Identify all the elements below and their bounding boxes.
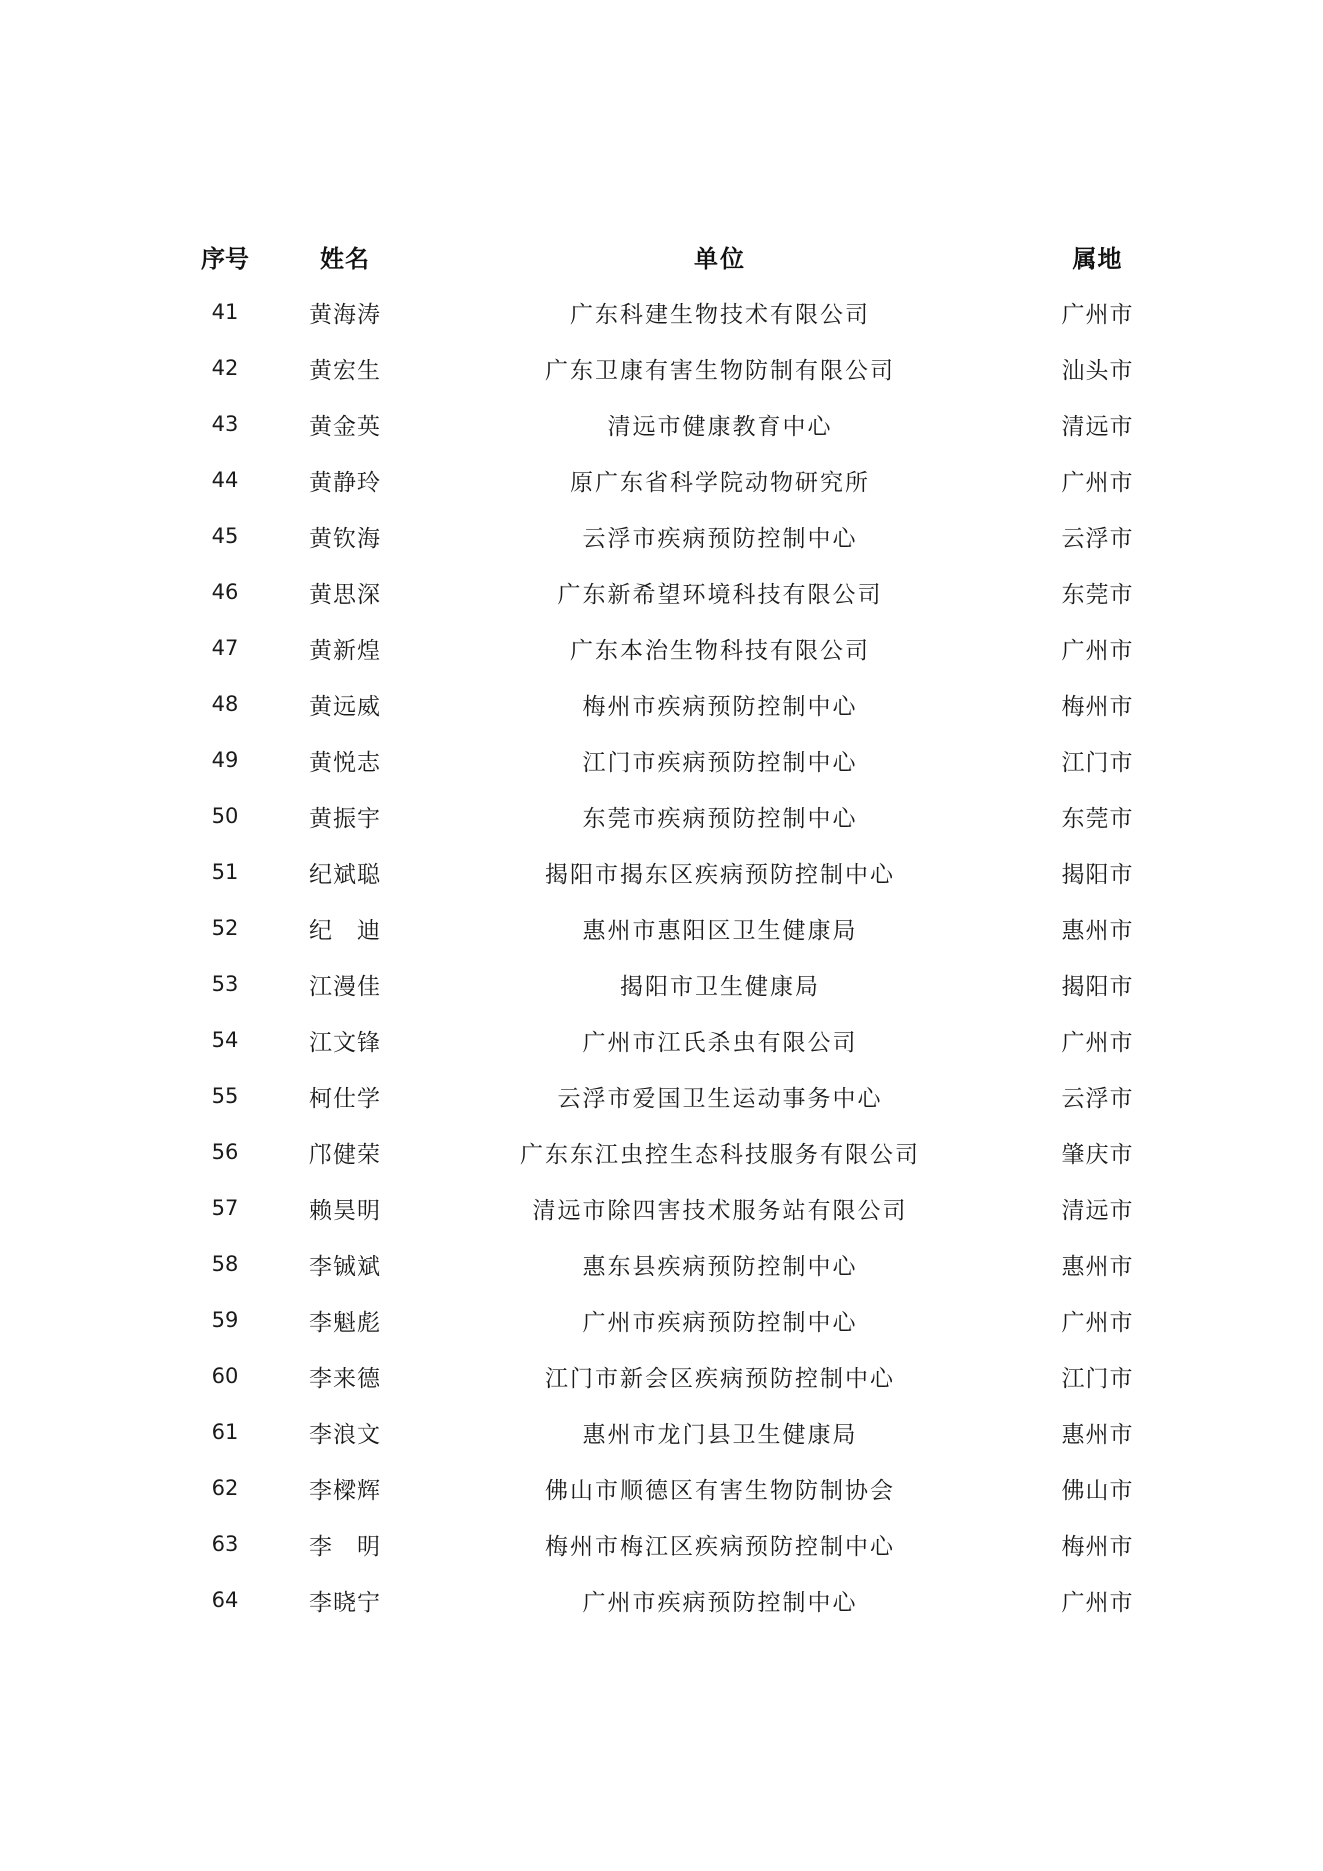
cell-no: 48 xyxy=(211,692,239,716)
cell-no: 42 xyxy=(211,356,239,380)
table-row xyxy=(170,452,1165,508)
cell-name: 黄远威 xyxy=(309,693,381,720)
cell-location: 揭阳市 xyxy=(1061,861,1134,888)
table-row xyxy=(170,900,1165,956)
cell-unit: 惠东县疾病预防控制中心 xyxy=(582,1253,858,1280)
cell-no: 62 xyxy=(211,1476,239,1500)
cell-location: 广州市 xyxy=(1061,637,1134,664)
cell-location: 广州市 xyxy=(1061,301,1134,328)
cell-unit: 广州市江氏杀虫有限公司 xyxy=(582,1029,858,1056)
cell-location: 广州市 xyxy=(1061,469,1134,496)
cell-location: 惠州市 xyxy=(1061,1253,1134,1280)
cell-no: 43 xyxy=(211,412,239,436)
table-body xyxy=(170,284,1165,1628)
cell-name: 邝健荣 xyxy=(309,1141,381,1168)
cell-no: 46 xyxy=(211,580,239,604)
cell-name: 李浪文 xyxy=(309,1421,381,1448)
cell-name: 黄新煌 xyxy=(309,637,381,664)
cell-name: 黄宏生 xyxy=(309,357,381,384)
table-row xyxy=(170,508,1165,564)
cell-no: 58 xyxy=(211,1252,239,1276)
cell-name: 李铖斌 xyxy=(309,1253,381,1280)
cell-location: 揭阳市 xyxy=(1061,973,1134,1000)
table-row xyxy=(170,284,1165,340)
cell-name: 黄金英 xyxy=(309,413,381,440)
header-location: 属地 xyxy=(1072,244,1123,273)
cell-name: 纪斌聪 xyxy=(309,861,381,888)
cell-location: 梅州市 xyxy=(1061,1533,1134,1560)
table-row xyxy=(170,1460,1165,1516)
cell-name: 李来德 xyxy=(309,1365,381,1392)
cell-no: 45 xyxy=(211,524,239,548)
cell-location: 江门市 xyxy=(1061,1365,1134,1392)
cell-no: 41 xyxy=(211,300,239,324)
cell-location: 东莞市 xyxy=(1061,805,1134,832)
table-row xyxy=(170,732,1165,788)
cell-no: 56 xyxy=(211,1140,239,1164)
cell-no: 53 xyxy=(211,972,239,996)
table-row xyxy=(170,1516,1165,1572)
table-row xyxy=(170,396,1165,452)
cell-location: 惠州市 xyxy=(1061,917,1134,944)
cell-no: 64 xyxy=(211,1588,239,1612)
cell-name: 黄钦海 xyxy=(309,525,381,552)
cell-unit: 梅州市梅江区疾病预防控制中心 xyxy=(545,1533,895,1560)
cell-unit: 江门市新会区疾病预防控制中心 xyxy=(545,1365,895,1392)
cell-unit: 广东东江虫控生态科技服务有限公司 xyxy=(520,1141,920,1168)
table-row xyxy=(170,676,1165,732)
cell-no: 55 xyxy=(211,1084,239,1108)
cell-name: 黄静玲 xyxy=(309,469,381,496)
cell-location: 汕头市 xyxy=(1061,357,1134,384)
cell-no: 51 xyxy=(211,860,239,884)
cell-location: 广州市 xyxy=(1061,1589,1134,1616)
cell-name: 李樑辉 xyxy=(309,1477,381,1504)
cell-unit: 清远市除四害技术服务站有限公司 xyxy=(532,1197,908,1224)
cell-unit: 云浮市爱国卫生运动事务中心 xyxy=(557,1085,883,1112)
cell-unit: 惠州市龙门县卫生健康局 xyxy=(582,1421,858,1448)
cell-no: 44 xyxy=(211,468,239,492)
table-row xyxy=(170,1348,1165,1404)
cell-name: 李魁彪 xyxy=(309,1309,381,1336)
table-row xyxy=(170,1404,1165,1460)
header-no: 序号 xyxy=(201,244,249,273)
cell-unit: 惠州市惠阳区卫生健康局 xyxy=(582,917,858,944)
cell-unit: 梅州市疾病预防控制中心 xyxy=(582,693,858,720)
cell-location: 清远市 xyxy=(1061,413,1134,440)
cell-name: 江文锋 xyxy=(309,1029,381,1056)
cell-location: 肇庆市 xyxy=(1061,1141,1134,1168)
cell-unit: 广东科建生物技术有限公司 xyxy=(570,301,870,328)
cell-no: 61 xyxy=(211,1420,239,1444)
table-row xyxy=(170,1236,1165,1292)
cell-unit: 佛山市顺德区有害生物防制协会 xyxy=(545,1477,895,1504)
cell-no: 49 xyxy=(211,748,239,772)
cell-location: 云浮市 xyxy=(1061,525,1134,552)
table-row xyxy=(170,1180,1165,1236)
table-row xyxy=(170,564,1165,620)
table-row xyxy=(170,1572,1165,1628)
cell-location: 佛山市 xyxy=(1061,1477,1134,1504)
cell-name: 李晓宁 xyxy=(309,1589,381,1616)
cell-name: 黄海涛 xyxy=(309,301,381,328)
cell-name: 赖昊明 xyxy=(309,1197,381,1224)
cell-name: 柯仕学 xyxy=(309,1085,381,1112)
cell-name: 江漫佳 xyxy=(309,973,381,1000)
cell-no: 57 xyxy=(211,1196,239,1220)
cell-location: 云浮市 xyxy=(1061,1085,1134,1112)
cell-unit: 揭阳市卫生健康局 xyxy=(620,973,820,1000)
table-header xyxy=(170,228,1165,284)
table-row xyxy=(170,340,1165,396)
header-name: 姓名 xyxy=(320,244,370,273)
cell-unit: 广东卫康有害生物防制有限公司 xyxy=(545,357,895,384)
cell-location: 江门市 xyxy=(1061,749,1134,776)
table-row xyxy=(170,1012,1165,1068)
cell-unit: 云浮市疾病预防控制中心 xyxy=(582,525,858,552)
table-row xyxy=(170,788,1165,844)
cell-no: 60 xyxy=(211,1364,239,1388)
cell-unit: 江门市疾病预防控制中心 xyxy=(582,749,858,776)
cell-unit: 原广东省科学院动物研究所 xyxy=(570,469,870,496)
cell-location: 梅州市 xyxy=(1061,693,1134,720)
table-row xyxy=(170,1068,1165,1124)
cell-unit: 清远市健康教育中心 xyxy=(607,413,833,440)
cell-location: 东莞市 xyxy=(1061,581,1134,608)
table-row xyxy=(170,956,1165,1012)
cell-name: 纪 迪 xyxy=(309,917,381,944)
cell-name: 黄思深 xyxy=(309,581,381,608)
cell-no: 59 xyxy=(211,1308,239,1332)
cell-name: 黄悦志 xyxy=(309,749,381,776)
cell-unit: 广东本治生物科技有限公司 xyxy=(570,637,870,664)
cell-location: 广州市 xyxy=(1061,1029,1134,1056)
cell-location: 广州市 xyxy=(1061,1309,1134,1336)
table-row xyxy=(170,1124,1165,1180)
cell-name: 黄振宇 xyxy=(309,805,381,832)
cell-location: 惠州市 xyxy=(1061,1421,1134,1448)
cell-no: 52 xyxy=(211,916,239,940)
table-row xyxy=(170,620,1165,676)
table-row xyxy=(170,1292,1165,1348)
header-unit: 单位 xyxy=(694,244,746,273)
cell-unit: 广州市疾病预防控制中心 xyxy=(582,1589,858,1616)
cell-unit: 广东新希望环境科技有限公司 xyxy=(557,581,883,608)
cell-no: 47 xyxy=(211,636,239,660)
cell-no: 50 xyxy=(211,804,239,828)
cell-name: 李 明 xyxy=(309,1533,381,1560)
table-row xyxy=(170,844,1165,900)
cell-unit: 东莞市疾病预防控制中心 xyxy=(582,805,858,832)
cell-no: 54 xyxy=(211,1028,239,1052)
roster-table xyxy=(170,228,1165,1628)
cell-unit: 广州市疾病预防控制中心 xyxy=(582,1309,858,1336)
cell-location: 清远市 xyxy=(1061,1197,1134,1224)
cell-unit: 揭阳市揭东区疾病预防控制中心 xyxy=(545,861,895,888)
cell-no: 63 xyxy=(211,1532,239,1556)
